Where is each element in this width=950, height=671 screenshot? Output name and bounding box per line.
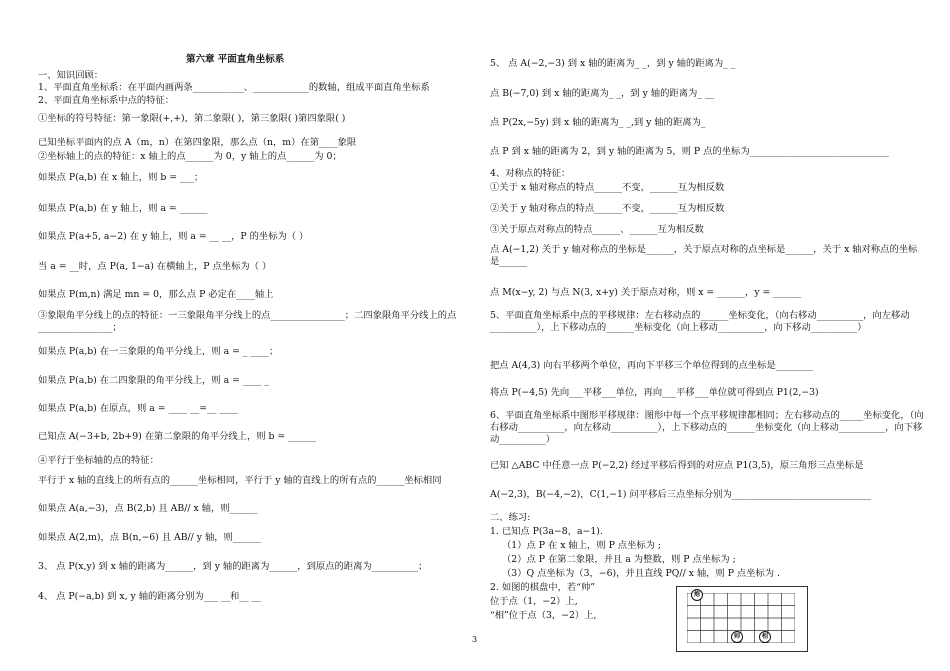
chess-piece: 相: [759, 631, 771, 643]
text-line: 如果点 P(a,b) 在原点，则 a = ____ __=__ ____: [38, 403, 238, 414]
text-line: 5、 点 A(−2,−3) 到 x 轴的距离为_ _，到 y 轴的距离为_ _: [490, 58, 736, 69]
text-line: 2、平面直角坐标系中点的特征：: [38, 95, 175, 106]
text-line: ①坐标的符号特征：第一象限(+,+)，第二象限( )，第三象限( )第四象限( ): [38, 113, 346, 124]
text-line: 当 a = __时，点 P(a, 1−a) 在横轴上，P 点坐标为（ ）: [38, 261, 272, 272]
text-line: 如果点 P(m,n) 满足 mn = 0，那么点 P 必定在____轴上: [38, 289, 274, 300]
text-line: 已知坐标平面内的点 A（m，n）在第四象限，那么点（n，m）在第____象限: [38, 137, 357, 148]
text-line: 位于点（1，−2）上,: [490, 596, 578, 607]
text-line: ②坐标轴上的点的特征：x 轴上的点______为 0，y 轴上的点______为 0；: [38, 151, 342, 162]
text-line: （3）Q 点坐标为（3，−6)，并且直线 PQ// x 轴，则 P 点坐标为 .: [502, 568, 781, 579]
text-line: 4、 点 P(−a,b) 到 x, y 轴的距离分别为___ __和__ __: [38, 591, 261, 602]
text-line: 点 M(x−y, 2) 与点 N(3, x+y) 关于原点对称，则 x = ______，y = ______: [490, 287, 802, 298]
text-line: 如果点 P(a,b) 在 x 轴上，则 b = ___；: [38, 172, 204, 183]
text-line: ③关于原点对称点的特点______、______互为相反数: [490, 224, 704, 235]
text-line: ①关于 x 轴对称点的特点______不变，______互为相反数: [490, 182, 725, 193]
text-line: 1、平面直角坐标系：在平面内画两条___________、____________的数轴，组成平面直角坐标系: [38, 82, 430, 93]
text-line: 把点 A(4,3) 向右平移两个单位，再向下平移三个单位得到的点坐标是________: [490, 360, 813, 371]
text-line: 如果点 A(2,m)，点 B(n,−6) 且 AB// y 轴，则______: [38, 532, 261, 543]
chess-piece: 帅: [731, 631, 743, 643]
text-line: 二、练习:: [490, 512, 531, 523]
text-line: ②关于 y 轴对称点的特点______不变，______互为相反数: [490, 203, 725, 214]
text-line: 5、平面直角坐标系中点的平移规律：左右移动点的______坐标变化，（向右移动__________，向左移动__________），上下移动点的______坐标变化（向上移动__________，向下移动__________）: [490, 310, 910, 333]
page-number: 3: [472, 635, 478, 644]
text-line: 已知点 A(−3+b, 2b+9) 在第二象限的角平分线上，则 b = ______: [38, 431, 317, 442]
text-line: 点 P 到 x 轴的距离为 2，到 y 轴的距离为 5，则 P 点的坐标为______________________________: [490, 146, 890, 157]
text-line: A(−2,3)，B(−4,−2)，C(1,−1) 问平移后三点坐标分别为______________________________: [490, 489, 872, 500]
text-line: 平行于 x 轴的直线上的所有点的______坐标相同，平行于 y 轴的直线上的所有点的______坐标相同: [38, 475, 442, 486]
text-line: 2. 如图的棋盘中，若“帅”: [490, 582, 596, 593]
text-line: 如果点 P(a,b) 在 y 轴上，则 a = ______: [38, 203, 208, 214]
text-line: 点 P(2x,−5y) 到 x 轴的距离为_ _,到 y 轴的距离为_: [490, 117, 706, 128]
text-line: 1. 已知点 P(3a−8，a−1).: [490, 526, 603, 537]
text-line: 如果点 A(a,−3)，点 B(2,b) 且 AB// x 轴，则______: [38, 503, 258, 514]
chapter-title: 第六章 平面直角坐标系: [186, 54, 285, 65]
text-line: （2）点 P 在第二象限，并且 a 为整数，则 P 点坐标为 ;: [502, 554, 736, 565]
text-line: 已知 △ABC 中任意一点 P(−2,2) 经过平移后得到的对应点 P1(3,5)，原三角形三点坐标是: [490, 460, 864, 471]
text-line: 点 B(−7,0) 到 x 轴的距离为_ _，到 y 轴的距离为_ __: [490, 88, 715, 99]
text-line: 如果点 P(a,b) 在一三象限的角平分线上，则 a = _ ____；: [38, 346, 279, 357]
text-line: ④平行于坐标轴的点的特征：: [38, 455, 159, 466]
text-line: ③象限角平分线上的点的特征：一三象限角平分线上的点________________；二四象限角平分线上的点________________；: [38, 310, 457, 333]
chess-board-figure: [676, 586, 808, 652]
chess-piece: 炮: [691, 589, 703, 601]
text-line: 如果点 P(a,b) 在二四象限的角平分线上，则 a = ____ _: [38, 375, 270, 386]
text-line: 如果点 P(a+5, a−2) 在 y 轴上，则 a = __ __，P 的坐标为（ ）: [38, 231, 309, 242]
text-line: 4、对称点的特征：: [490, 168, 571, 179]
text-line: 一、知识回顾：: [38, 70, 104, 81]
text-line: 将点 P(−4,5) 先向___平移___单位，再向___平移___单位就可得到点 P1(2,−3): [490, 387, 819, 398]
text-line: 3、 点 P(x,y) 到 x 轴的距离为______，到 y 轴的距离为______，到原点的距离为__________；: [38, 561, 428, 572]
text-line: 6、平面直角坐标系中图形平移规律：图形中每一个点平移规律都相同；左右移动点的_____坐标变化，（向右移动__________，向左移动__________），上下移动点的______坐标变化（向上移动__________，向下移动__________）: [490, 410, 924, 445]
text-line: （1）点 P 在 x 轴上，则 P 点坐标为 ;: [502, 540, 662, 551]
text-line: 点 A(−1,2) 关于 y 轴对称点的坐标是______，关于原点对称的点坐标是______，关于 x 轴对称点的坐标是______: [490, 244, 918, 267]
text-line: “相”位于点（3，−2）上,: [490, 610, 597, 621]
